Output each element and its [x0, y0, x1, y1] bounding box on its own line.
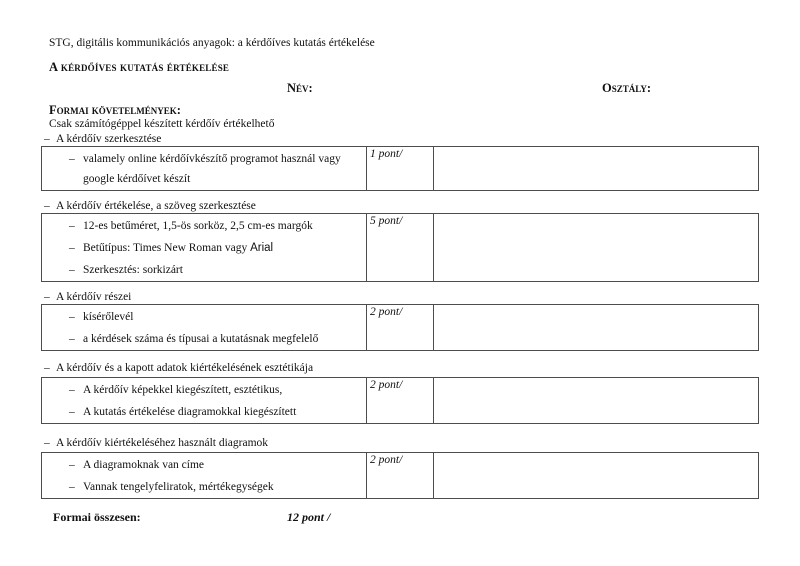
- dash-bullet: –: [44, 362, 50, 374]
- criteria-item: [42, 477, 362, 497]
- table-row: [42, 305, 759, 351]
- criteria-item: [42, 260, 362, 280]
- page-title: A kérdőíves kutatás értékelése: [49, 60, 230, 74]
- dash-bullet: –: [44, 291, 50, 303]
- table-row: [42, 378, 759, 424]
- section-heading-label: A kérdőív szerkesztése: [56, 133, 162, 145]
- points-cell: [367, 453, 434, 499]
- requirements-heading: Formai követelmények:: [49, 103, 181, 117]
- criteria-item-text: A kérdőív képekkel kiegészített, esztétikus,: [83, 384, 283, 396]
- score-cell-empty: [434, 453, 759, 499]
- section-heading-label: A kérdőív és a kapott adatok kiértékelésének esztétikája: [56, 362, 314, 374]
- dash-bullet: –: [44, 133, 50, 145]
- criteria-item-text: A kutatás értékelése diagramokkal kiegészített: [83, 406, 297, 418]
- requirements-note: Csak számítógéppel készített kérdőív értékelhető: [49, 118, 275, 130]
- section-heading-label: A kérdőív kiértékeléséhez használt diagramok: [56, 437, 269, 449]
- criteria-item: [42, 380, 362, 400]
- totals-label: Formai összesen:: [53, 510, 141, 524]
- points-value: 2 pont/: [370, 306, 403, 318]
- dash-bullet: –: [69, 264, 75, 276]
- criteria-cell: [42, 453, 367, 499]
- section-heading-label: A kérdőív értékelése, a szöveg szerkesztése: [56, 200, 256, 212]
- points-value: 5 pont/: [370, 215, 403, 227]
- dash-bullet: –: [69, 220, 75, 232]
- criteria-table: [41, 377, 759, 424]
- criteria-item: [42, 307, 362, 327]
- criteria-table: [41, 304, 759, 351]
- criteria-item-text: A diagramoknak van címe: [83, 459, 205, 471]
- section-aesthetics: [0, 361, 760, 424]
- criteria-item: [42, 329, 362, 349]
- criteria-item: [42, 402, 362, 422]
- section-heading: [44, 290, 760, 304]
- criteria-item-text: 12-es betűméret, 1,5-ös sorköz, 2,5 cm-es margók: [83, 220, 313, 232]
- score-cell-empty: [434, 214, 759, 282]
- section-heading: [44, 199, 760, 213]
- section-heading: [44, 132, 760, 146]
- score-cell-empty: [434, 305, 759, 351]
- dash-bullet: –: [44, 200, 50, 212]
- dash-bullet: –: [69, 311, 75, 323]
- criteria-cell: [42, 305, 367, 351]
- criteria-table: [41, 146, 759, 191]
- section-heading: [44, 436, 760, 450]
- dash-bullet: –: [69, 406, 75, 418]
- criteria-cell: [42, 214, 367, 282]
- section-text-formatting: [0, 199, 760, 282]
- class-label: Osztály:: [602, 81, 652, 95]
- section-diagrams: [0, 436, 760, 499]
- criteria-item-text: Vannak tengelyfeliratok, mértékegységek: [83, 481, 274, 493]
- dash-bullet: –: [69, 242, 75, 254]
- score-cell-empty: [434, 378, 759, 424]
- criteria-item-text: kísérőlevél: [83, 311, 134, 323]
- dash-bullet: –: [69, 153, 75, 165]
- criteria-cell: [42, 378, 367, 424]
- criteria-item: [42, 455, 362, 475]
- dash-bullet: –: [69, 481, 75, 493]
- score-cell-empty: [434, 147, 759, 191]
- criteria-table: [41, 452, 759, 499]
- document-header-line: STG, digitális kommunikációs anyagok: a kérdőíves kutatás értékelése: [49, 37, 375, 49]
- table-row: [42, 147, 759, 191]
- totals-points-value: 12 pont /: [287, 510, 331, 524]
- points-value: 2 pont/: [370, 379, 403, 391]
- criteria-cell: [42, 147, 367, 191]
- section-heading-label: A kérdőív részei: [56, 291, 132, 303]
- section-questionnaire-parts: [0, 290, 760, 351]
- points-cell: [367, 305, 434, 351]
- criteria-item: [42, 216, 362, 236]
- points-cell: [367, 378, 434, 424]
- dash-bullet: –: [69, 459, 75, 471]
- section-heading: [44, 361, 760, 375]
- dash-bullet: –: [69, 384, 75, 396]
- table-row: [42, 453, 759, 499]
- criteria-item-text-arial: Arial: [250, 242, 274, 254]
- points-value: 1 pont/: [370, 148, 403, 160]
- name-label: Név:: [287, 81, 313, 95]
- criteria-item-text: a kérdések száma és típusai a kutatásnak megfelelő: [83, 333, 319, 345]
- points-cell: [367, 147, 434, 191]
- criteria-item-text: valamely online kérdőívkészítő programot használ vagy google kérdőívet készít: [83, 153, 341, 185]
- points-cell: [367, 214, 434, 282]
- criteria-table: [41, 213, 759, 282]
- section-editing: [0, 132, 760, 191]
- table-row: [42, 214, 759, 282]
- dash-bullet: –: [44, 437, 50, 449]
- criteria-item: [42, 238, 362, 258]
- dash-bullet: –: [69, 333, 75, 345]
- criteria-item-text: Szerkesztés: sorkizárt: [83, 264, 183, 276]
- criteria-item-text: Betűtípus: Times New Roman vagy: [83, 242, 251, 254]
- criteria-item: [42, 149, 362, 189]
- points-value: 2 pont/: [370, 454, 403, 466]
